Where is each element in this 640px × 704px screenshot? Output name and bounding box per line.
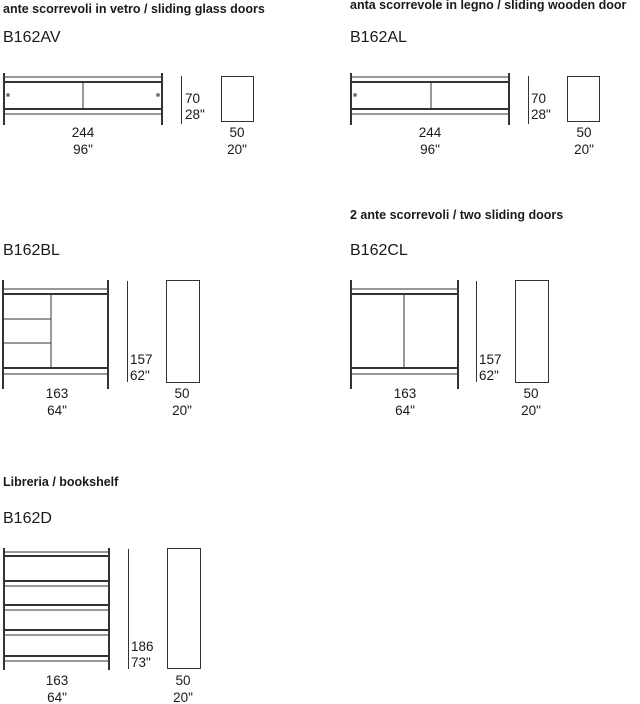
depth-inches: 20" <box>574 142 594 157</box>
drawing-b162al-front <box>351 73 509 125</box>
drawing-b162cl-side <box>516 281 549 383</box>
height-value: 70 <box>531 91 547 106</box>
model-code: B162AV <box>3 29 61 46</box>
depth-inches: 20" <box>172 403 192 418</box>
width-inches: 64" <box>47 403 67 418</box>
drawing-b162cl-front <box>351 280 458 389</box>
width-inches: 96" <box>420 142 440 157</box>
width-value: 244 <box>71 125 95 140</box>
width-value: 163 <box>393 386 417 401</box>
model-code: B162AL <box>350 29 407 46</box>
model-code: B162CL <box>350 242 408 259</box>
drawing-b162av-side <box>222 77 254 122</box>
depth-value: 50 <box>576 125 592 140</box>
drawing-b162av-front <box>4 73 162 125</box>
height-value: 157 <box>479 352 502 367</box>
drawing-b162bl-front <box>3 280 108 389</box>
height-value: 186 <box>131 639 154 654</box>
drawing-b162al-side <box>568 77 600 122</box>
depth-value: 50 <box>175 673 191 688</box>
drawing-b162d-front <box>4 548 109 670</box>
width-value: 163 <box>45 386 69 401</box>
width-value: 244 <box>418 125 442 140</box>
height-inches: 73" <box>131 655 151 670</box>
model-code: B162BL <box>3 242 60 259</box>
drawing-b162d-side <box>168 549 201 669</box>
width-inches: 96" <box>73 142 93 157</box>
width-inches: 64" <box>47 690 67 704</box>
drawing-b162bl-side <box>167 281 200 383</box>
section-heading: 2 ante scorrevoli / two sliding doors <box>350 208 564 222</box>
height-inches: 28" <box>531 107 551 122</box>
section-heading: ante scorrevoli in vetro / sliding glass doors <box>3 2 265 16</box>
width-value: 163 <box>45 673 69 688</box>
depth-value: 50 <box>229 125 245 140</box>
height-inches: 28" <box>185 107 205 122</box>
height-value: 157 <box>130 352 153 367</box>
width-inches: 64" <box>395 403 415 418</box>
depth-value: 50 <box>174 386 190 401</box>
depth-value: 50 <box>523 386 539 401</box>
section-heading: anta scorrevole in legno / sliding wooden door <box>350 0 627 12</box>
height-inches: 62" <box>130 368 150 383</box>
depth-inches: 20" <box>521 403 541 418</box>
model-code: B162D <box>3 510 52 527</box>
height-value: 70 <box>185 91 201 106</box>
depth-inches: 20" <box>173 690 193 704</box>
depth-inches: 20" <box>227 142 247 157</box>
section-heading: Libreria / bookshelf <box>3 475 119 489</box>
height-inches: 62" <box>479 368 499 383</box>
